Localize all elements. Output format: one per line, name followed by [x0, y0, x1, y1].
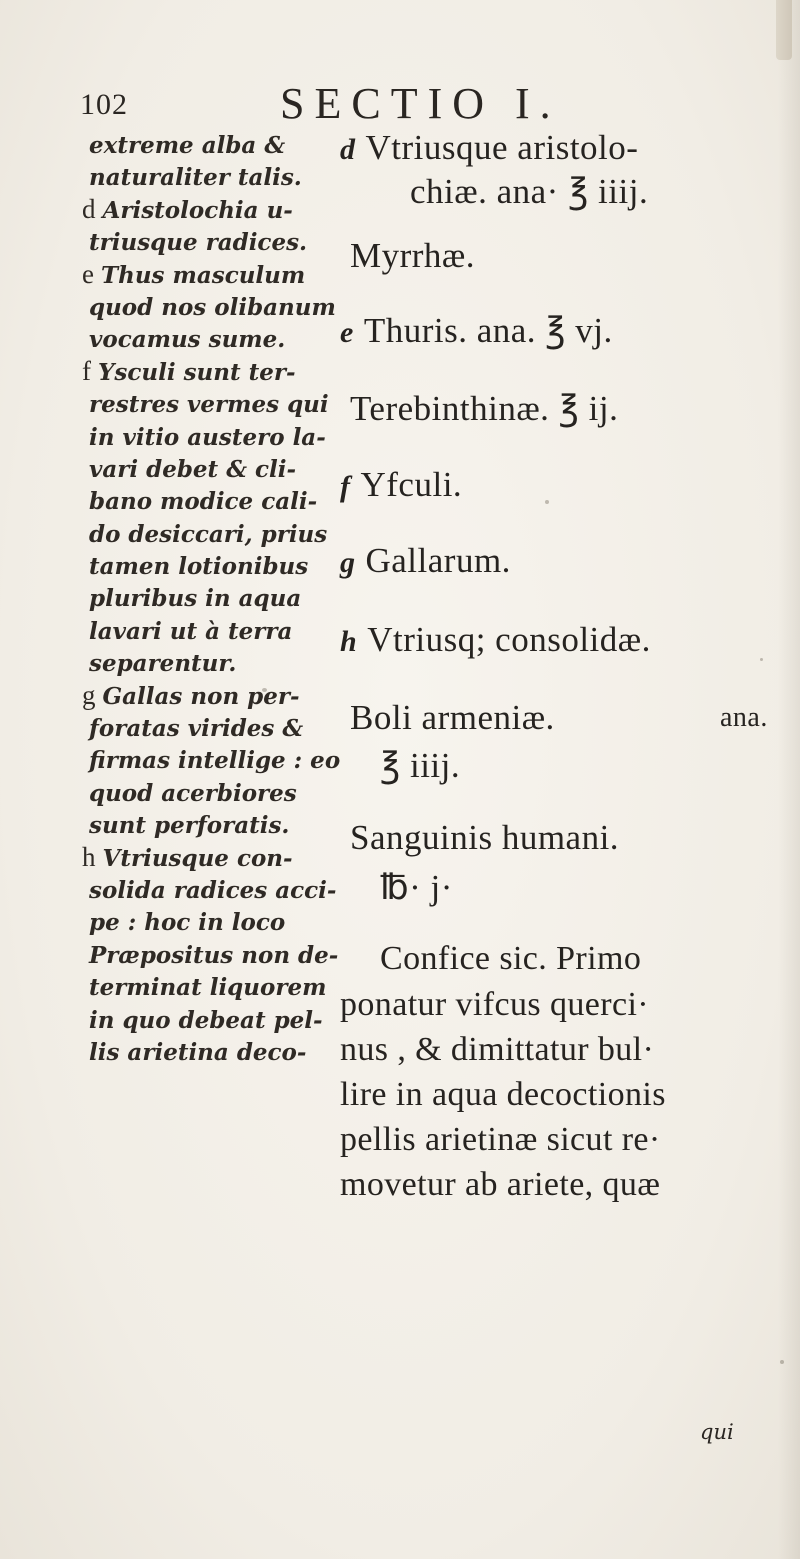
prose-line: movetur ab ariete, quæ	[340, 1166, 661, 1203]
margin-note-line: bano modice cali-	[89, 488, 318, 516]
margin-note-line: do desiccari, prius	[89, 520, 328, 548]
ink-speck	[780, 1360, 784, 1364]
page-header	[80, 78, 760, 128]
margin-notes	[82, 128, 344, 1067]
margin-note-line: h Vtriusque con-	[82, 841, 293, 872]
margin-note-line: terminat liquorem	[89, 974, 327, 1002]
margin-note-line: separentur.	[89, 650, 237, 678]
prose-line: Confice sic. Primo	[380, 940, 642, 977]
page-edge-tab	[776, 0, 792, 60]
margin-note-line: tamen lotionibus	[89, 553, 309, 581]
catchword: qui	[700, 1420, 734, 1444]
recipe-line: Sanguinis humani.	[350, 818, 620, 857]
margin-note-line: pluribus in aqua	[89, 585, 302, 613]
margin-note-line: in quo debeat pel-	[89, 1006, 323, 1034]
recipe-line: ℔· j·	[380, 868, 453, 907]
prose-line: pellis arietinæ sicut re·	[340, 1121, 661, 1158]
recipe-line: g Gallarum.	[340, 541, 511, 580]
margin-note-line: pe : hoc in loco	[89, 909, 286, 937]
page-number: 102	[80, 88, 128, 121]
recipe-line: h Vtriusq; consolidæ.	[340, 620, 651, 659]
recipe-line: ℥ iiij.	[380, 746, 461, 785]
margin-note-line: triusque radices.	[89, 229, 308, 257]
margin-note-line: quod nos olibanum	[89, 293, 336, 321]
margin-note-line: f Ysculi sunt ter-	[82, 355, 296, 386]
margin-note-line: g Gallas non per-	[82, 679, 300, 710]
margin-note-line: vocamus sume.	[89, 326, 286, 354]
margin-note-line: extreme alba &	[89, 132, 286, 159]
ana-label: ana.	[720, 702, 768, 733]
ink-speck	[545, 500, 549, 504]
margin-note-line: firmas intellige : eo	[89, 747, 341, 775]
margin-note-line: e Thus masculum	[82, 258, 306, 289]
margin-note-line: foratas virides &	[89, 715, 304, 743]
ink-speck	[760, 658, 763, 661]
margin-note-line: restres vermes qui	[89, 391, 329, 419]
margin-note-line: sunt perforatis.	[89, 812, 290, 840]
recipe-line: Myrrhæ.	[350, 236, 476, 275]
margin-note-line: lavari ut à terra	[89, 617, 293, 645]
margin-note-line: lis arietina deco-	[89, 1038, 307, 1066]
prose-line: lire in aqua decoctionis	[340, 1076, 666, 1113]
recipe-line: chiæ. ana· ℥ iiij.	[410, 172, 649, 211]
recipe-line: e Thuris. ana. ℥ vj.	[340, 311, 613, 350]
prose-line: nus , & dimittatur bul·	[340, 1031, 655, 1068]
margin-note-line: quod acerbiores	[89, 779, 297, 807]
recipe-line: Boli armeniæ. ana.	[350, 698, 768, 737]
prose-line: ponatur vifcus querci·	[340, 986, 650, 1023]
page-edge-shadow	[778, 0, 800, 1559]
running-head: SECTIO I.	[280, 79, 561, 128]
margin-note-line: d Aristolochia u-	[82, 193, 293, 224]
margin-note-line: vari debet & cli-	[89, 455, 296, 483]
recipe-line: d Vtriusque aristolo-	[340, 128, 639, 167]
margin-note-line: solida radices acci-	[89, 876, 337, 904]
recipe-line: Terebinthinæ. ℥ ij.	[350, 389, 619, 428]
ink-speck	[262, 688, 267, 692]
margin-note-line: naturaliter talis.	[89, 164, 302, 192]
margin-note-line: Præpositus non de-	[89, 941, 339, 969]
margin-note-line: in vitio austero la-	[89, 423, 326, 451]
recipe-line: f Yfculi.	[340, 465, 463, 504]
